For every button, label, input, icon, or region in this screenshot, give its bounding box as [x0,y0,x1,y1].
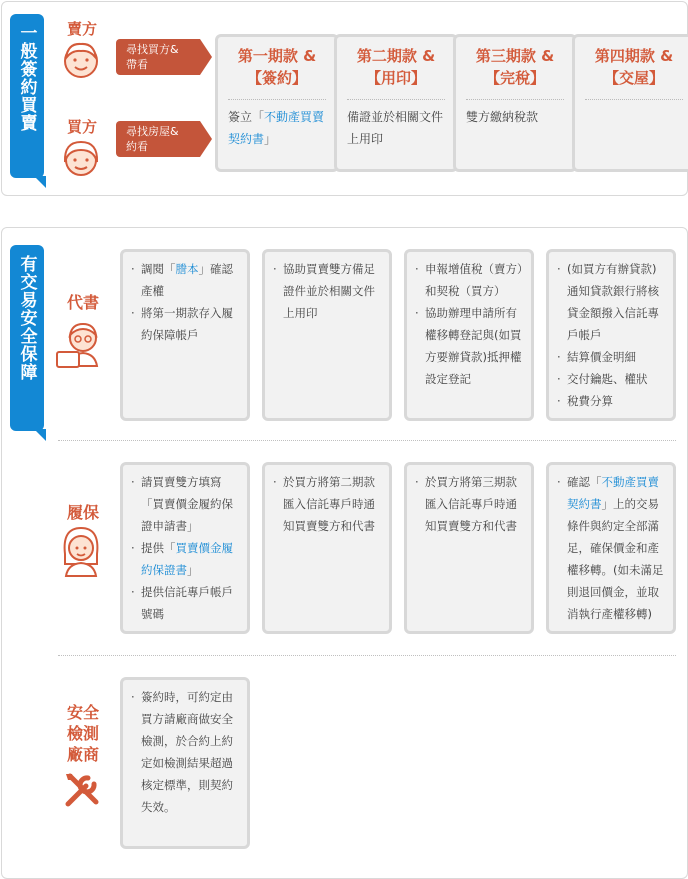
escrow-card-3 [404,462,534,634]
inspection-card-1 [120,677,250,849]
stage-4-subtitle: 【交屋】 [603,69,664,87]
inspection-vendor-label: 安全檢測廠商 [66,703,99,764]
row-divider [58,655,676,656]
stage-4-card [572,34,688,172]
contract-link-2[interactable]: 不動產買賣契約書 [567,475,659,511]
stage-2-desc: 備證並於相關文件上用印 [347,110,444,146]
escrow-label: 履保 [66,503,99,522]
stage-2-subtitle: 【用印】 [365,69,426,87]
list-item: · 申報增值稅（賣方）和契稅（買方） [413,258,525,302]
buyer-action-line1: 尋找房屋& [126,125,179,138]
stage-1-subtitle: 【簽約】 [246,69,307,87]
stage-2-card [334,34,458,172]
list-item: · 於買方將第二期款匯入信託專戶時通知買賣雙方和代書 [271,471,383,537]
buyer-avatar-icon [60,136,102,180]
seller-action-line1: 尋找買方& [126,43,179,56]
stage-3-card [453,34,577,172]
stage-1-desc-prefix: 簽立「 [228,110,265,124]
list-item: · 提供「買賣價金履約保證書」 [129,537,241,581]
safety-guarantee-tab-label: 有交易安全保障 [16,255,37,381]
safety-guarantee-tab [10,245,44,431]
list-item: · 交付鑰匙、權狀 [555,368,667,390]
tools-icon [62,770,102,810]
seller-action-line2: 帶看 [126,58,148,71]
list-item: · 簽約時，可約定由買方請廠商做安全檢測，於合約上約定如檢測結果超過核定標準，則契約失效。 [129,686,241,818]
stage-1-title: 第一期款 & [237,47,317,65]
list-item: · (如買方有辦貸款)通知貸款銀行將核貸金額撥入信託專戶帳戶 [555,258,667,346]
escrow-certificate-link[interactable]: 買賣價金履約保證書 [141,541,233,577]
scrivener-avatar-icon [55,318,105,372]
escrow-card-2 [262,462,392,634]
scrivener-card-4 [546,249,676,421]
general-contract-tab-label: 一般簽約買賣 [16,24,37,132]
stage-3-desc: 雙方繳納稅款 [466,110,539,124]
escrow-card-4 [546,462,676,634]
seller-label: 賣方 [66,20,97,38]
list-item: · 稅費分算 [555,390,667,412]
scrivener-card-3 [404,249,534,421]
list-item: · 確認「不動產買賣契約書」上的交易條件與約定全部滿足，確保價金和產權移轉。(如未滿足則退回價金，並取消執行產權移轉) [555,471,667,625]
list-item: · 結算價金明細 [555,346,667,368]
list-item: · 調閱「謄本」確認產權 [129,258,241,302]
buyer-label: 買方 [66,118,97,136]
title-deed-link[interactable]: 謄本 [175,262,199,276]
list-item: · 協助買賣雙方備足證件並於相關文件上用印 [271,258,383,324]
list-item: · 請買賣雙方填寫「買賣價金履約保證申請書」 [129,471,241,537]
row-divider [58,440,676,441]
stage-1-card [215,34,339,172]
scrivener-card-2 [262,249,392,421]
seller-avatar-icon [60,38,102,80]
general-contract-tab [10,14,44,178]
stage-1-desc-suffix: 」 [264,132,277,146]
stage-3-subtitle: 【完稅】 [484,69,545,87]
buyer-action-line2: 約看 [126,140,148,153]
stage-4-title: 第四期款 & [594,47,674,65]
list-item: · 於買方將第三期款匯入信託專戶時通知買賣雙方和代書 [413,471,525,537]
contract-link[interactable]: 不動產買賣契約書 [228,110,325,146]
stage-2-title: 第二期款 & [356,47,436,65]
escrow-card-1 [120,462,250,634]
list-item: · 將第一期款存入履約保障帳戶 [129,302,241,346]
seller-action-arrow [116,39,200,75]
stage-3-title: 第三期款 & [475,47,555,65]
escrow-avatar-icon [60,524,102,578]
list-item: · 協助辦理申請所有權移轉登記與(如買方要辦貸款)抵押權設定登記 [413,302,525,390]
stage-4-desc [575,100,688,112]
scrivener-card-1 [120,249,250,421]
list-item: · 提供信託專戶帳戶號碼 [129,581,241,625]
scrivener-label: 代書 [66,293,99,312]
buyer-action-arrow [116,121,200,157]
